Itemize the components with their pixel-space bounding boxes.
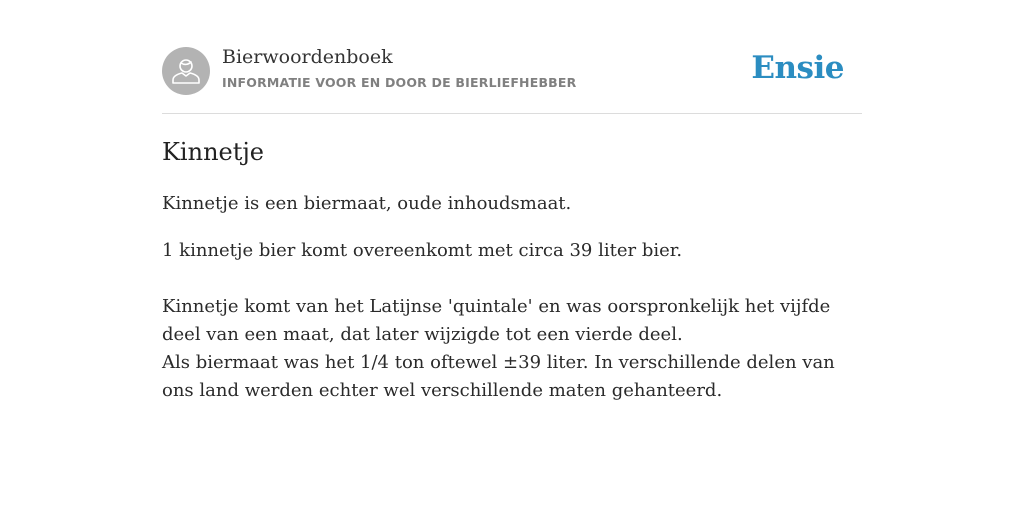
site-tagline: INFORMATIE VOOR EN DOOR DE BIERLIEFHEBBER (222, 75, 577, 90)
site-header (162, 46, 862, 96)
user-avatar-icon[interactable] (162, 47, 210, 95)
brand-logo[interactable]: Ensie (751, 50, 844, 86)
article-body: 1 kinnetje bier komt overeenkomt met circa 39 liter bier. Kinnetje komt van het Latijnse 'quintale' en was oorspronkelijk het vijfde deel van een maat, dat later wijzigde tot een vierde deel. Als biermaat was het 1/4 ton oftewel ±39 liter. In verschillende delen van ons land werden echter wel verschillende maten gehanteerd. (162, 240, 835, 401)
site-name[interactable]: Bierwoordenboek (222, 46, 393, 68)
header-divider (162, 113, 862, 114)
article-definition: Kinnetje is een biermaat, oude inhoudsmaat. (162, 193, 572, 214)
article-title: Kinnetje (162, 138, 265, 166)
article (162, 134, 862, 405)
